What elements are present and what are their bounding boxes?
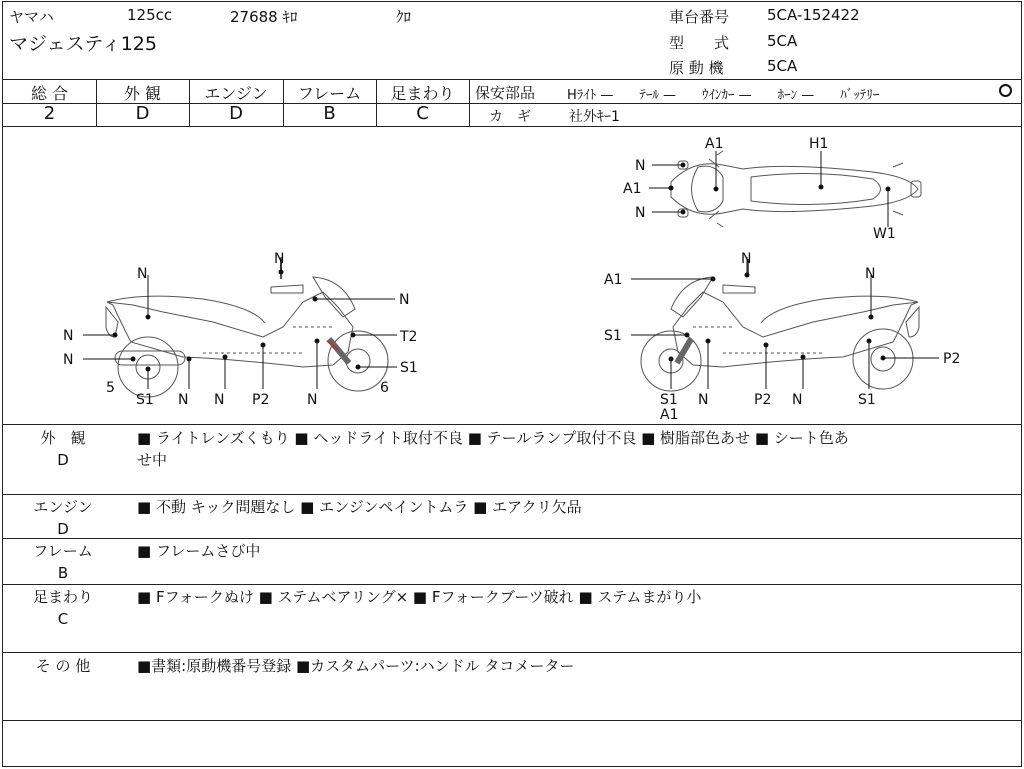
divider [3, 652, 1021, 653]
remark-category-frame [13, 540, 113, 584]
diagram-label: P2 [943, 351, 961, 367]
remark-line: ■ ライトレンズくもり ■ ヘッドライト取付不良 ■ テールランプ取付不良 ■ 樹脂部色あせ ■ シート色あ [137, 429, 849, 447]
inspection-sheet [2, 1, 1022, 767]
remark-category-suspension [13, 586, 113, 630]
grade-label-engine: エンジン [204, 84, 268, 103]
diagram-label: N [698, 392, 709, 408]
type-label: 型 式 [669, 34, 730, 52]
diagram-label: H1 [809, 136, 829, 152]
divider [3, 424, 1021, 425]
diagram-label: A1 [660, 407, 679, 423]
remark-line: ■書類:原動機番号登録 ■カスタムパーツ:ハンドル タコメーター [137, 657, 575, 675]
engine-value: 5CA [767, 57, 798, 75]
grade-label-overall: 総 合 [30, 84, 69, 103]
grade-label-frame: フレーム [297, 84, 362, 103]
diagram-label: N [307, 392, 318, 408]
remark-line: ■ フレームさび中 [137, 542, 261, 560]
remark-category-label: 足まわり [32, 588, 93, 606]
divider [3, 494, 1021, 495]
divider [3, 79, 1021, 80]
remark-category-grade: D [57, 520, 69, 538]
grade-value-suspension: C [416, 103, 429, 124]
diagram-label: N [399, 292, 410, 308]
key-value: 社外ｷｰ1 [569, 109, 620, 125]
remark-category-engine [13, 496, 113, 540]
remark-category-grade: C [57, 610, 69, 628]
model-name: マジェスティ125 [9, 33, 157, 55]
type-value: 5CA [767, 32, 798, 50]
safety-items: Hﾗｲﾄ — ﾃｰﾙ — ｳｲﾝｶｰ — ﾎｰﾝ — ﾊﾞｯﾃﾘｰ [567, 88, 880, 103]
grade-value-overall: 2 [43, 103, 56, 124]
divider [3, 720, 1021, 721]
diagram-label: S1 [858, 392, 876, 408]
remark-category-exterior [13, 427, 113, 471]
displacement: 125cc [127, 6, 173, 24]
divider [469, 103, 1021, 104]
mileage: 27688 ｷﾛ [230, 8, 298, 26]
diagram-label: N [63, 352, 74, 368]
color: ｸﾛ [396, 8, 412, 26]
remark-category-label: フレーム [33, 542, 93, 560]
diagram-label: T2 [400, 329, 418, 345]
remark-text-other [137, 655, 1013, 677]
remark-category-label: エンジン [33, 498, 93, 516]
remark-text-suspension [137, 586, 1013, 608]
remark-line: ■ Fフォークぬけ ■ ステムベアリング× ■ Fフォークブーツ破れ ■ ステムまがり小 [137, 588, 702, 606]
diagram-label: S1 [660, 392, 678, 408]
divider [3, 584, 1021, 585]
divider [3, 538, 1021, 539]
remark-category-label: 外 観 [40, 429, 86, 447]
diagram-label: P2 [252, 392, 270, 408]
grade-label-suspension: 足まわり [390, 84, 455, 103]
remark-line: せ中 [137, 451, 168, 469]
diagram-label: N [865, 266, 876, 282]
remark-text-exterior [137, 427, 1013, 471]
damage-diagram [3, 127, 1021, 425]
diagram-label: A1 [705, 136, 724, 152]
diagram-label: N [214, 392, 225, 408]
grade-label-exterior: 外 観 [123, 84, 162, 103]
grade-value-engine: D [229, 103, 243, 124]
diagram-label: N [63, 328, 74, 344]
remark-text-engine [137, 496, 1013, 518]
diagram-label: A1 [604, 272, 623, 288]
diagram-label: N [792, 392, 803, 408]
remark-category-grade: D [57, 451, 69, 469]
diagram-label: N [274, 251, 285, 267]
frame-no-label: 車台番号 [669, 8, 730, 26]
diagram-label: W1 [873, 226, 896, 242]
maker: ヤマハ [9, 8, 54, 26]
top-view-scooter [671, 151, 921, 227]
diagram-label: N [635, 158, 646, 174]
diagram-label: N [635, 205, 646, 221]
key-label: カ ギ [489, 109, 531, 125]
diagram-label: S1 [604, 328, 622, 344]
diagram-label: A1 [623, 181, 642, 197]
engine-label: 原 動 機 [669, 59, 724, 77]
remark-line: ■ 不動 キック問題なし ■ エンジンペイントムラ ■ エアクリ欠品 [137, 498, 582, 516]
remark-category-grade: B [57, 564, 69, 582]
diagram-label: S1 [136, 392, 154, 408]
frame-no: 5CA-152422 [767, 6, 860, 24]
grade-value-frame: B [323, 103, 336, 124]
diagram-label: 6 [380, 380, 389, 396]
diagram-label: N [741, 251, 752, 267]
diagram-label: P2 [754, 392, 772, 408]
diagram-label: S1 [400, 360, 418, 376]
diagram-label: 5 [106, 380, 115, 396]
divider [469, 79, 470, 126]
remark-text-frame [137, 540, 1013, 562]
battery-ok-icon [999, 84, 1012, 97]
safety-label: 保安部品 [475, 84, 536, 102]
grade-value-exterior: D [135, 103, 150, 124]
remark-category-other [13, 655, 113, 677]
remark-category-label: そ の 他 [35, 657, 91, 675]
diagram-label: N [137, 266, 148, 282]
diagram-label: N [178, 392, 189, 408]
